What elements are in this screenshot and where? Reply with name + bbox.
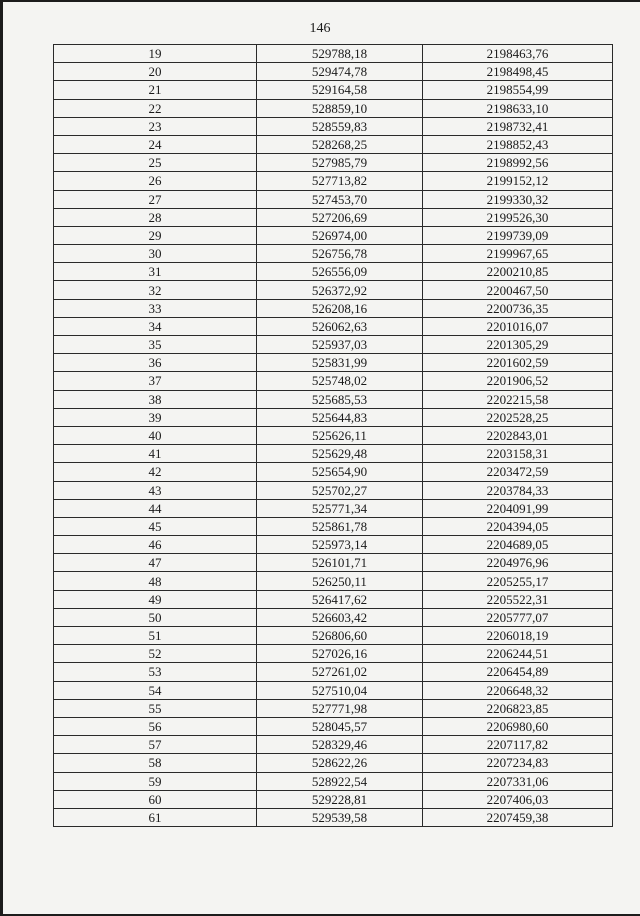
y-coordinate-cell: 2199526,30 — [423, 208, 613, 226]
y-coordinate-cell: 2202843,01 — [423, 426, 613, 444]
x-coordinate-cell: 527985,79 — [257, 154, 423, 172]
table-row — [54, 99, 613, 117]
y-coordinate-cell: 2205255,17 — [423, 572, 613, 590]
x-coordinate-cell: 527261,02 — [257, 663, 423, 681]
x-coordinate-cell: 527453,70 — [257, 190, 423, 208]
table-row — [54, 445, 613, 463]
x-coordinate-cell: 526372,92 — [257, 281, 423, 299]
scan-left-edge — [0, 0, 3, 916]
x-coordinate-cell: 525771,34 — [257, 499, 423, 517]
x-coordinate-cell: 529474,78 — [257, 63, 423, 81]
x-coordinate-cell: 525654,90 — [257, 463, 423, 481]
point-number-cell: 32 — [54, 281, 257, 299]
y-coordinate-cell: 2203472,59 — [423, 463, 613, 481]
table-row — [54, 536, 613, 554]
table-row — [54, 190, 613, 208]
y-coordinate-cell: 2207234,83 — [423, 754, 613, 772]
y-coordinate-cell: 2202215,58 — [423, 390, 613, 408]
y-coordinate-cell: 2198463,76 — [423, 45, 613, 63]
y-coordinate-cell: 2198852,43 — [423, 135, 613, 153]
y-coordinate-cell: 2198992,56 — [423, 154, 613, 172]
table-row — [54, 135, 613, 153]
table-row — [54, 208, 613, 226]
x-coordinate-cell: 528045,57 — [257, 717, 423, 735]
point-number-cell: 26 — [54, 172, 257, 190]
y-coordinate-cell: 2201602,59 — [423, 354, 613, 372]
y-coordinate-cell: 2198498,45 — [423, 63, 613, 81]
x-coordinate-cell: 525626,11 — [257, 426, 423, 444]
x-coordinate-cell: 525644,83 — [257, 408, 423, 426]
x-coordinate-cell: 527510,04 — [257, 681, 423, 699]
point-number-cell: 61 — [54, 808, 257, 826]
table-row — [54, 154, 613, 172]
y-coordinate-cell: 2206018,19 — [423, 627, 613, 645]
point-number-cell: 56 — [54, 717, 257, 735]
x-coordinate-cell: 525861,78 — [257, 517, 423, 535]
point-number-cell: 52 — [54, 645, 257, 663]
point-number-cell: 36 — [54, 354, 257, 372]
x-coordinate-cell: 528622,26 — [257, 754, 423, 772]
point-number-cell: 35 — [54, 336, 257, 354]
table-row — [54, 390, 613, 408]
point-number-cell: 40 — [54, 426, 257, 444]
y-coordinate-cell: 2207331,06 — [423, 772, 613, 790]
x-coordinate-cell: 526250,11 — [257, 572, 423, 590]
table-row — [54, 736, 613, 754]
table-row — [54, 572, 613, 590]
point-number-cell: 39 — [54, 408, 257, 426]
y-coordinate-cell: 2204976,96 — [423, 554, 613, 572]
x-coordinate-cell: 527206,69 — [257, 208, 423, 226]
table-row — [54, 517, 613, 535]
point-number-cell: 34 — [54, 317, 257, 335]
y-coordinate-cell: 2207406,03 — [423, 790, 613, 808]
page-number: 146 — [309, 21, 331, 36]
point-number-cell: 22 — [54, 99, 257, 117]
y-coordinate-cell: 2198732,41 — [423, 117, 613, 135]
table-row — [54, 117, 613, 135]
table-row — [54, 299, 613, 317]
y-coordinate-cell: 2199152,12 — [423, 172, 613, 190]
x-coordinate-cell: 525685,53 — [257, 390, 423, 408]
table-row — [54, 245, 613, 263]
table-row — [54, 590, 613, 608]
y-coordinate-cell: 2198554,99 — [423, 81, 613, 99]
x-coordinate-cell: 527026,16 — [257, 645, 423, 663]
scan-top-edge — [0, 0, 640, 2]
y-coordinate-cell: 2206980,60 — [423, 717, 613, 735]
x-coordinate-cell: 526974,00 — [257, 226, 423, 244]
point-number-cell: 51 — [54, 627, 257, 645]
y-coordinate-cell: 2201016,07 — [423, 317, 613, 335]
x-coordinate-cell: 528859,10 — [257, 99, 423, 117]
x-coordinate-cell: 529228,81 — [257, 790, 423, 808]
x-coordinate-cell: 526417,62 — [257, 590, 423, 608]
y-coordinate-cell: 2205777,07 — [423, 608, 613, 626]
y-coordinate-cell: 2199739,09 — [423, 226, 613, 244]
x-coordinate-cell: 527713,82 — [257, 172, 423, 190]
table-row — [54, 463, 613, 481]
y-coordinate-cell: 2198633,10 — [423, 99, 613, 117]
point-number-cell: 31 — [54, 263, 257, 281]
table-row — [54, 317, 613, 335]
point-number-cell: 33 — [54, 299, 257, 317]
point-number-cell: 19 — [54, 45, 257, 63]
table-row — [54, 681, 613, 699]
point-number-cell: 47 — [54, 554, 257, 572]
point-number-cell: 27 — [54, 190, 257, 208]
table-row — [54, 627, 613, 645]
point-number-cell: 55 — [54, 699, 257, 717]
point-number-cell: 57 — [54, 736, 257, 754]
table-row — [54, 608, 613, 626]
coordinates-table — [53, 44, 613, 827]
x-coordinate-cell: 529539,58 — [257, 808, 423, 826]
x-coordinate-cell: 525937,03 — [257, 336, 423, 354]
y-coordinate-cell: 2206823,85 — [423, 699, 613, 717]
table-row — [54, 790, 613, 808]
point-number-cell: 54 — [54, 681, 257, 699]
point-number-cell: 42 — [54, 463, 257, 481]
point-number-cell: 30 — [54, 245, 257, 263]
table-row — [54, 808, 613, 826]
x-coordinate-cell: 526208,16 — [257, 299, 423, 317]
y-coordinate-cell: 2203158,31 — [423, 445, 613, 463]
point-number-cell: 58 — [54, 754, 257, 772]
point-number-cell: 43 — [54, 481, 257, 499]
x-coordinate-cell: 525831,99 — [257, 354, 423, 372]
point-number-cell: 48 — [54, 572, 257, 590]
y-coordinate-cell: 2204091,99 — [423, 499, 613, 517]
y-coordinate-cell: 2207459,38 — [423, 808, 613, 826]
y-coordinate-cell: 2203784,33 — [423, 481, 613, 499]
x-coordinate-cell: 528922,54 — [257, 772, 423, 790]
point-number-cell: 21 — [54, 81, 257, 99]
x-coordinate-cell: 526556,09 — [257, 263, 423, 281]
x-coordinate-cell: 525702,27 — [257, 481, 423, 499]
table-row — [54, 408, 613, 426]
point-number-cell: 53 — [54, 663, 257, 681]
table-row — [54, 754, 613, 772]
x-coordinate-cell: 529164,58 — [257, 81, 423, 99]
y-coordinate-cell: 2201906,52 — [423, 372, 613, 390]
table-row — [54, 481, 613, 499]
point-number-cell: 23 — [54, 117, 257, 135]
x-coordinate-cell: 526806,60 — [257, 627, 423, 645]
table-row — [54, 717, 613, 735]
x-coordinate-cell: 526756,78 — [257, 245, 423, 263]
y-coordinate-cell: 2205522,31 — [423, 590, 613, 608]
point-number-cell: 49 — [54, 590, 257, 608]
point-number-cell: 44 — [54, 499, 257, 517]
table-row — [54, 263, 613, 281]
table-row — [54, 699, 613, 717]
x-coordinate-cell: 529788,18 — [257, 45, 423, 63]
y-coordinate-cell: 2207117,82 — [423, 736, 613, 754]
y-coordinate-cell: 2202528,25 — [423, 408, 613, 426]
table-row — [54, 645, 613, 663]
y-coordinate-cell: 2200210,85 — [423, 263, 613, 281]
point-number-cell: 60 — [54, 790, 257, 808]
point-number-cell: 20 — [54, 63, 257, 81]
y-coordinate-cell: 2204394,05 — [423, 517, 613, 535]
table-row — [54, 554, 613, 572]
table-row — [54, 172, 613, 190]
point-number-cell: 50 — [54, 608, 257, 626]
point-number-cell: 59 — [54, 772, 257, 790]
table-row — [54, 499, 613, 517]
table-row — [54, 281, 613, 299]
x-coordinate-cell: 528329,46 — [257, 736, 423, 754]
point-number-cell: 37 — [54, 372, 257, 390]
x-coordinate-cell: 525748,02 — [257, 372, 423, 390]
table-row — [54, 372, 613, 390]
y-coordinate-cell: 2206648,32 — [423, 681, 613, 699]
coordinates-table-body — [54, 45, 613, 827]
point-number-cell: 28 — [54, 208, 257, 226]
table-row — [54, 426, 613, 444]
y-coordinate-cell: 2200467,50 — [423, 281, 613, 299]
x-coordinate-cell: 525629,48 — [257, 445, 423, 463]
table-row — [54, 354, 613, 372]
point-number-cell: 29 — [54, 226, 257, 244]
x-coordinate-cell: 526603,42 — [257, 608, 423, 626]
table-row — [54, 81, 613, 99]
point-number-cell: 46 — [54, 536, 257, 554]
x-coordinate-cell: 526062,63 — [257, 317, 423, 335]
y-coordinate-cell: 2204689,05 — [423, 536, 613, 554]
table-row — [54, 226, 613, 244]
x-coordinate-cell: 528268,25 — [257, 135, 423, 153]
x-coordinate-cell: 525973,14 — [257, 536, 423, 554]
x-coordinate-cell: 528559,83 — [257, 117, 423, 135]
y-coordinate-cell: 2206454,89 — [423, 663, 613, 681]
table-row — [54, 772, 613, 790]
y-coordinate-cell: 2199330,32 — [423, 190, 613, 208]
x-coordinate-cell: 526101,71 — [257, 554, 423, 572]
table-row — [54, 663, 613, 681]
point-number-cell: 38 — [54, 390, 257, 408]
y-coordinate-cell: 2200736,35 — [423, 299, 613, 317]
point-number-cell: 24 — [54, 135, 257, 153]
y-coordinate-cell: 2206244,51 — [423, 645, 613, 663]
point-number-cell: 45 — [54, 517, 257, 535]
point-number-cell: 41 — [54, 445, 257, 463]
y-coordinate-cell: 2199967,65 — [423, 245, 613, 263]
y-coordinate-cell: 2201305,29 — [423, 336, 613, 354]
table-row — [54, 336, 613, 354]
point-number-cell: 25 — [54, 154, 257, 172]
table-row — [54, 63, 613, 81]
x-coordinate-cell: 527771,98 — [257, 699, 423, 717]
table-row — [54, 45, 613, 63]
